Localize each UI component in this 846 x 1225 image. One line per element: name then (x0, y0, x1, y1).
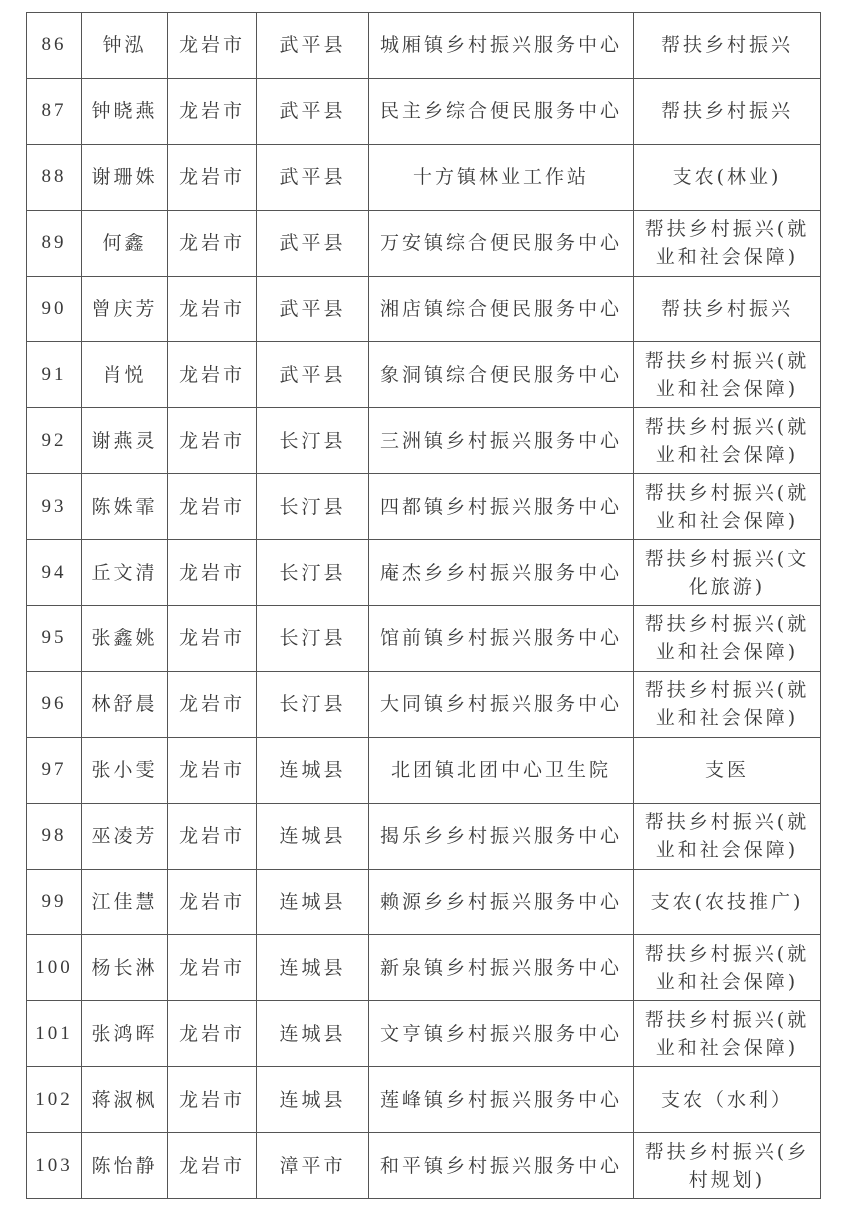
service-type-cell: 帮扶乡村振兴(就业和社会保障) (634, 408, 821, 474)
row-number-cell: 94 (27, 540, 82, 606)
city-cell: 龙岩市 (168, 1067, 257, 1133)
service-unit-cell: 馆前镇乡村振兴服务中心 (369, 606, 634, 672)
table-row (27, 78, 821, 144)
row-number-cell: 96 (27, 671, 82, 737)
service-type-cell: 帮扶乡村振兴(就业和社会保障) (634, 671, 821, 737)
service-unit-cell: 三洲镇乡村振兴服务中心 (369, 408, 634, 474)
city-cell: 龙岩市 (168, 1001, 257, 1067)
table-row (27, 540, 821, 606)
service-unit-cell: 城厢镇乡村振兴服务中心 (369, 13, 634, 79)
county-cell: 漳平市 (257, 1133, 369, 1199)
service-type-cell: 帮扶乡村振兴(就业和社会保障) (634, 474, 821, 540)
city-cell: 龙岩市 (168, 342, 257, 408)
row-number-cell: 98 (27, 803, 82, 869)
service-type-cell: 帮扶乡村振兴(乡村规划) (634, 1133, 821, 1199)
row-number-cell: 92 (27, 408, 82, 474)
person-name-cell: 张鑫姚 (82, 606, 168, 672)
county-cell: 武平县 (257, 342, 369, 408)
city-cell: 龙岩市 (168, 606, 257, 672)
row-number-cell: 93 (27, 474, 82, 540)
row-number-cell: 87 (27, 78, 82, 144)
service-unit-cell: 万安镇综合便民服务中心 (369, 210, 634, 276)
service-unit-cell: 四都镇乡村振兴服务中心 (369, 474, 634, 540)
service-type-cell: 支医 (634, 737, 821, 803)
service-unit-cell: 北团镇北团中心卫生院 (369, 737, 634, 803)
county-cell: 武平县 (257, 210, 369, 276)
service-unit-cell: 赖源乡乡村振兴服务中心 (369, 869, 634, 935)
table-row (27, 408, 821, 474)
person-name-cell: 钟晓燕 (82, 78, 168, 144)
table-row (27, 276, 821, 342)
city-cell: 龙岩市 (168, 276, 257, 342)
county-cell: 连城县 (257, 1001, 369, 1067)
service-type-cell: 帮扶乡村振兴(就业和社会保障) (634, 210, 821, 276)
person-name-cell: 曾庆芳 (82, 276, 168, 342)
person-name-cell: 谢燕灵 (82, 408, 168, 474)
service-unit-cell: 和平镇乡村振兴服务中心 (369, 1133, 634, 1199)
person-name-cell: 杨长淋 (82, 935, 168, 1001)
person-name-cell: 钟泓 (82, 13, 168, 79)
service-type-cell: 帮扶乡村振兴(就业和社会保障) (634, 803, 821, 869)
row-number-cell: 103 (27, 1133, 82, 1199)
person-name-cell: 何鑫 (82, 210, 168, 276)
service-type-cell: 帮扶乡村振兴(就业和社会保障) (634, 935, 821, 1001)
service-type-cell: 帮扶乡村振兴(就业和社会保障) (634, 342, 821, 408)
county-cell: 武平县 (257, 13, 369, 79)
service-type-cell: 帮扶乡村振兴 (634, 78, 821, 144)
row-number-cell: 90 (27, 276, 82, 342)
person-name-cell: 林舒晨 (82, 671, 168, 737)
service-unit-cell: 大同镇乡村振兴服务中心 (369, 671, 634, 737)
service-unit-cell: 庵杰乡乡村振兴服务中心 (369, 540, 634, 606)
row-number-cell: 101 (27, 1001, 82, 1067)
service-type-cell: 帮扶乡村振兴(就业和社会保障) (634, 606, 821, 672)
county-cell: 武平县 (257, 144, 369, 210)
city-cell: 龙岩市 (168, 13, 257, 79)
county-cell: 长汀县 (257, 474, 369, 540)
city-cell: 龙岩市 (168, 144, 257, 210)
city-cell: 龙岩市 (168, 671, 257, 737)
person-name-cell: 丘文清 (82, 540, 168, 606)
person-name-cell: 陈怡静 (82, 1133, 168, 1199)
city-cell: 龙岩市 (168, 474, 257, 540)
table-row (27, 606, 821, 672)
table-row (27, 737, 821, 803)
service-unit-cell: 十方镇林业工作站 (369, 144, 634, 210)
row-number-cell: 97 (27, 737, 82, 803)
person-name-cell: 巫凌芳 (82, 803, 168, 869)
table-row (27, 671, 821, 737)
county-cell: 长汀县 (257, 408, 369, 474)
table-row (27, 342, 821, 408)
table-row (27, 803, 821, 869)
service-unit-cell: 象洞镇综合便民服务中心 (369, 342, 634, 408)
person-name-cell: 肖悦 (82, 342, 168, 408)
county-cell: 长汀县 (257, 671, 369, 737)
service-type-cell: 支农(林业) (634, 144, 821, 210)
service-unit-cell: 揭乐乡乡村振兴服务中心 (369, 803, 634, 869)
county-cell: 连城县 (257, 737, 369, 803)
service-type-cell: 支农（水利） (634, 1067, 821, 1133)
person-name-cell: 张鸿晖 (82, 1001, 168, 1067)
person-name-cell: 江佳慧 (82, 869, 168, 935)
row-number-cell: 88 (27, 144, 82, 210)
row-number-cell: 102 (27, 1067, 82, 1133)
service-unit-cell: 莲峰镇乡村振兴服务中心 (369, 1067, 634, 1133)
service-type-cell: 帮扶乡村振兴(就业和社会保障) (634, 1001, 821, 1067)
person-name-cell: 谢珊姝 (82, 144, 168, 210)
row-number-cell: 86 (27, 13, 82, 79)
person-name-cell: 陈姝霏 (82, 474, 168, 540)
roster-table (26, 12, 821, 1199)
table-row (27, 210, 821, 276)
table-row (27, 13, 821, 79)
person-name-cell: 蒋淑枫 (82, 1067, 168, 1133)
service-unit-cell: 新泉镇乡村振兴服务中心 (369, 935, 634, 1001)
city-cell: 龙岩市 (168, 408, 257, 474)
table-row (27, 1133, 821, 1199)
table-row (27, 869, 821, 935)
city-cell: 龙岩市 (168, 540, 257, 606)
service-type-cell: 帮扶乡村振兴 (634, 13, 821, 79)
city-cell: 龙岩市 (168, 803, 257, 869)
county-cell: 连城县 (257, 935, 369, 1001)
county-cell: 长汀县 (257, 606, 369, 672)
person-name-cell: 张小雯 (82, 737, 168, 803)
city-cell: 龙岩市 (168, 210, 257, 276)
roster-body (27, 13, 821, 1199)
row-number-cell: 91 (27, 342, 82, 408)
city-cell: 龙岩市 (168, 78, 257, 144)
service-unit-cell: 文亨镇乡村振兴服务中心 (369, 1001, 634, 1067)
table-row (27, 935, 821, 1001)
county-cell: 长汀县 (257, 540, 369, 606)
row-number-cell: 100 (27, 935, 82, 1001)
county-cell: 连城县 (257, 869, 369, 935)
county-cell: 连城县 (257, 1067, 369, 1133)
city-cell: 龙岩市 (168, 869, 257, 935)
table-row (27, 474, 821, 540)
row-number-cell: 89 (27, 210, 82, 276)
service-unit-cell: 民主乡综合便民服务中心 (369, 78, 634, 144)
row-number-cell: 95 (27, 606, 82, 672)
service-unit-cell: 湘店镇综合便民服务中心 (369, 276, 634, 342)
table-row (27, 1001, 821, 1067)
table-row (27, 1067, 821, 1133)
county-cell: 武平县 (257, 276, 369, 342)
row-number-cell: 99 (27, 869, 82, 935)
county-cell: 连城县 (257, 803, 369, 869)
service-type-cell: 支农(农技推广) (634, 869, 821, 935)
city-cell: 龙岩市 (168, 935, 257, 1001)
city-cell: 龙岩市 (168, 737, 257, 803)
city-cell: 龙岩市 (168, 1133, 257, 1199)
service-type-cell: 帮扶乡村振兴(文化旅游) (634, 540, 821, 606)
service-type-cell: 帮扶乡村振兴 (634, 276, 821, 342)
county-cell: 武平县 (257, 78, 369, 144)
table-row (27, 144, 821, 210)
